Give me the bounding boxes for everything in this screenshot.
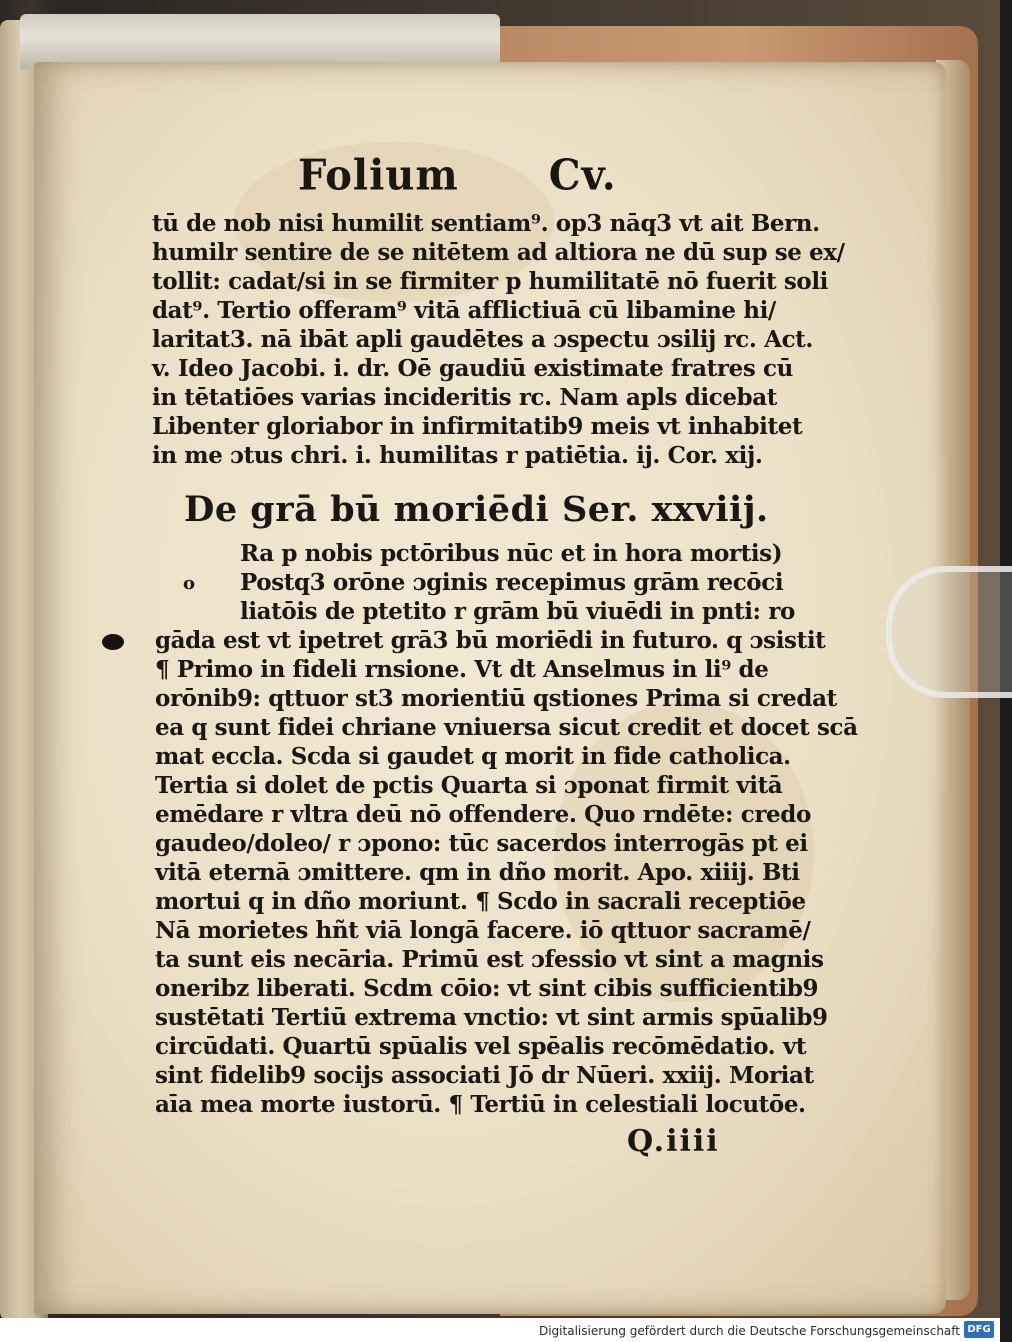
text-line: ¶ Primo in fideli rnsione. Vt dt Anselmus in li⁹ de	[155, 656, 769, 683]
signature-mark: Q.iiii	[627, 1124, 720, 1159]
initial-mark: o	[183, 573, 196, 594]
text-line: tū de nob nisi humilit sentiam⁹. op3 nāq3 vt ait Bern.	[152, 210, 820, 237]
text-line: tollit: cadat/si in se firmiter p humilitatē nō fuerit soli	[152, 268, 829, 295]
text-line: laritat3. nā ibāt apli gaudētes a ɔspectu ɔsilij rc. Act.	[152, 326, 814, 353]
text-line: aīa mea morte iustorū. ¶ Tertiū in celestiali locutōe.	[155, 1091, 806, 1118]
folio-number: Cv.	[548, 150, 617, 201]
text-line: orōnib9: qttuor st3 morientiū qstiones Prima si credat	[155, 685, 837, 712]
text-line: gāda est vt ipetret grā3 bū moriēdi in futuro. q ɔsistit	[155, 627, 826, 654]
text-line: dat⁹. Tertio offeram⁹ vitā afflictiuā cū libamine hi/	[152, 297, 776, 324]
text-line: ea q sunt fidei chriane vniuersa sicut credit et docet scā	[155, 714, 858, 741]
text-line: liatōis de ptetito r grām bū viuēdi in pnti: ro	[240, 598, 795, 625]
dfg-logo: DFG	[964, 1321, 994, 1338]
text-line: in tētatiōes varias incideritis rc. Nam apls dicebat	[152, 384, 777, 411]
text-line: emēdare r vltra deū nō offendere. Quo rndēte: credo	[155, 801, 811, 828]
text-line: circūdati. Quartū spūalis vel spēalis recōmēdatio. vt	[155, 1033, 807, 1060]
text-line: mat eccla. Scda si gaudet q morit in fide catholica.	[155, 743, 791, 770]
text-line: in me ɔtus chri. i. humilitas r patiētia. ij. Cor. xij.	[152, 442, 763, 469]
text-line: Nā morietes hñt viā longā facere. iō qttuor sacramē/	[155, 917, 811, 944]
text-line: sustētati Tertiū extrema vnctio: vt sint armis spūalib9	[155, 1004, 828, 1031]
folio-word: Folium	[298, 150, 459, 201]
ink-blot	[102, 634, 124, 650]
text-line: oneribz liberati. Scdm cōio: vt sint cibis sufficientib9	[155, 975, 819, 1002]
text-line: Tertia si dolet de pctis Quarta si ɔponat firmit vitā	[155, 772, 783, 799]
text-line: gaudeo/doleo/ r ɔpono: tūc sacerdos interrogās pt ei	[155, 830, 808, 857]
text-line: v. Ideo Jacobi. i. dr. Oē gaudiū existimate fratres cū	[152, 355, 793, 382]
text-line: ta sunt eis necāria. Primū est ɔfessio vt sint a magnis	[155, 946, 824, 973]
funding-credit: Digitalisierung gefördert durch die Deutsche Forschungsgemeinschaft	[538, 1324, 960, 1338]
text-line: Ra p nobis pctōribus nūc et in hora mortis)	[240, 540, 783, 567]
text-line: vitā eternā ɔmittere. qm in dño morit. Apo. xiiij. Bti	[155, 859, 800, 886]
folio-header	[298, 151, 628, 200]
text-line: humilr sentire de se nitētem ad altiora ne dū sup se ex/	[152, 239, 845, 266]
text-line: Postq3 orōne ɔginis recepimus grām recōci	[240, 569, 784, 596]
sermon-title: De grā bū moriēdi Ser. xxviij.	[184, 489, 769, 530]
text-line: Libenter gloriabor in infirmitatib9 meis vt inhabitet	[152, 413, 803, 440]
text-line: mortui q in dño moriunt. ¶ Scdo in sacrali receptiōe	[155, 888, 806, 915]
text-line: sint fidelib9 socijs associati Jō dr Nūeri. xxiij. Moriat	[155, 1062, 814, 1089]
page-clip	[886, 566, 1012, 698]
